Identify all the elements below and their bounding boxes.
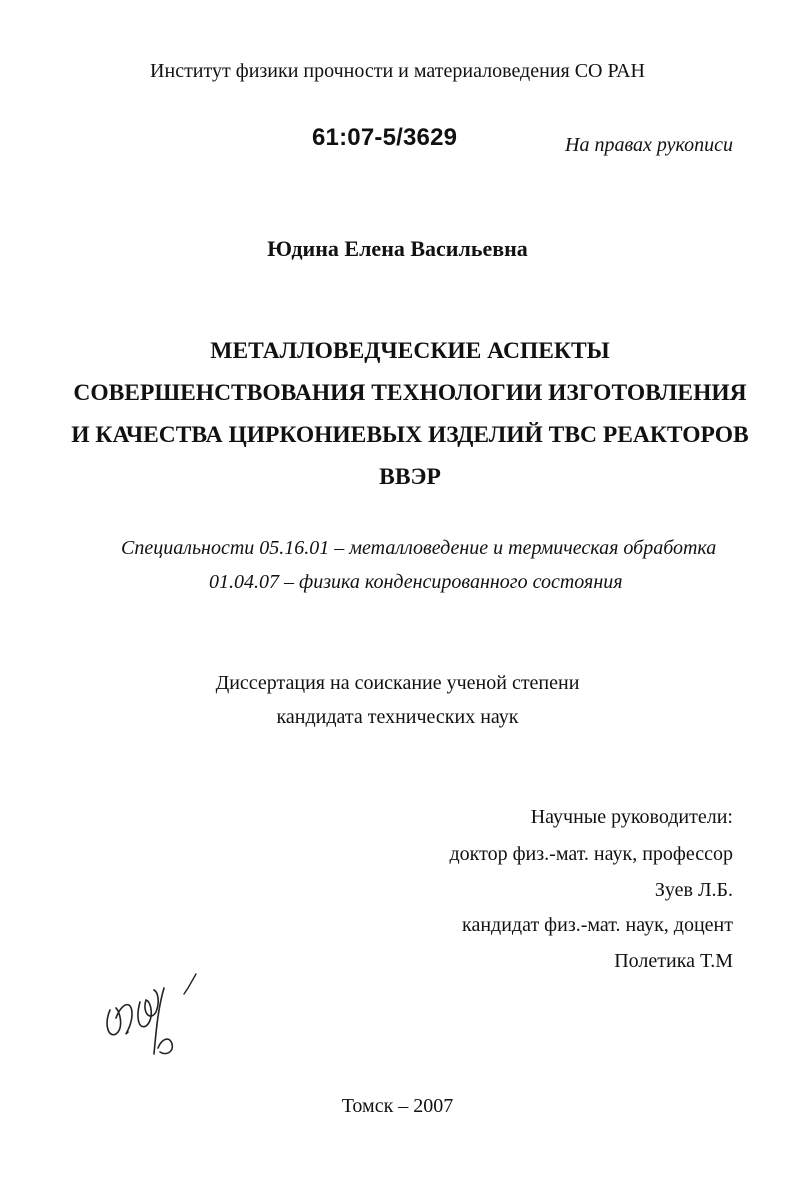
supervisors-heading: Научные руководители: xyxy=(530,806,733,828)
dissertation-degree-line-2: кандидата технических наук xyxy=(276,706,519,728)
supervisor-2-name: Полетика Т.М xyxy=(614,950,733,972)
archive-code: 61:07-5/3629 xyxy=(312,124,458,151)
supervisor-1-name: Зуев Л.Б. xyxy=(654,879,733,901)
handwritten-signature xyxy=(98,972,218,1062)
dissertation-degree-line-1: Диссертация на соискание ученой степени xyxy=(215,672,580,694)
supervisor-1-degree: доктор физ.-мат. наук, профессор xyxy=(449,843,733,865)
specialty-line-2: 01.04.07 – физика конденсированного состояния xyxy=(209,571,623,593)
title-line: СОВЕРШЕНСТВОВАНИЯ ТЕХНОЛОГИИ ИЗГОТОВЛЕНИЯ xyxy=(73,380,747,406)
title-line: И КАЧЕСТВА ЦИРКОНИЕВЫХ ИЗДЕЛИЙ ТВС РЕАКТОРОВ xyxy=(71,422,749,448)
supervisor-2-degree: кандидат физ.-мат. наук, доцент xyxy=(462,914,733,936)
dissertation-title xyxy=(60,330,760,498)
city-year: Томск – 2007 xyxy=(341,1095,454,1117)
manuscript-rights-note: На правах рукописи xyxy=(565,134,733,156)
title-line: МЕТАЛЛОВЕДЧЕСКИЕ АСПЕКТЫ xyxy=(210,338,610,364)
author-name: Юдина Елена Васильевна xyxy=(267,236,528,261)
title-line: ВВЭР xyxy=(379,464,441,490)
specialty-line-1: Специальности 05.16.01 – металловедение и термическая обработка xyxy=(121,537,717,559)
institute-name: Институт физики прочности и материаловедения СО РАН xyxy=(150,60,645,82)
